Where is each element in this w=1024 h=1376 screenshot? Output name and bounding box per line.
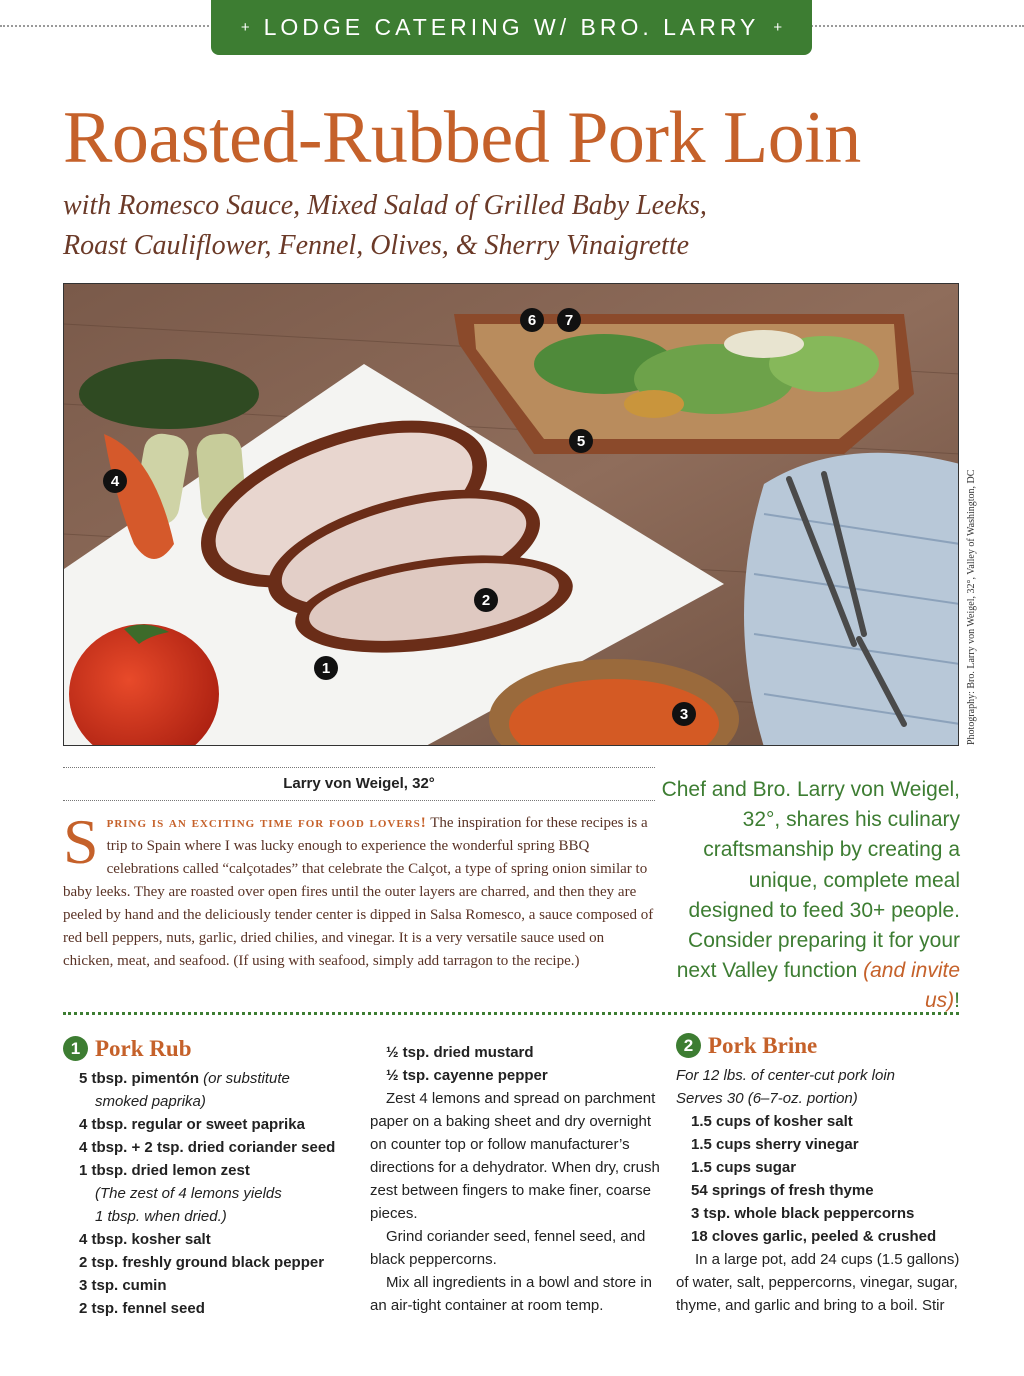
- svg-text:7: 7: [564, 312, 574, 329]
- banner-text: LODGE CATERING W/ BRO. LARRY: [263, 14, 760, 40]
- ingredient-line: 2 tsp. freshly ground black pepper: [79, 1254, 325, 1271]
- ingredient-line: 5 tbsp. pimentón (or substitute: [79, 1070, 290, 1087]
- instruction-paragraph: Mix all ingredients in a bowl and store in an air-tight container at room temp.: [370, 1274, 652, 1314]
- photo-credit: Photography: Bro. Larry von Weigel, 32°, Valley of Washington, DC: [966, 469, 977, 745]
- ingredient-line: 1.5 cups sugar: [691, 1159, 797, 1176]
- pork-brine-title: Pork Brine: [708, 1032, 818, 1058]
- photo-marker-7: [557, 308, 581, 332]
- pork-rub-heading: [63, 1033, 363, 1063]
- green-dotted-divider: [63, 1012, 959, 1015]
- pork-rub-continued: [370, 1041, 660, 1317]
- section-number-badge: 2: [676, 1033, 701, 1058]
- photo-marker-3: [672, 702, 696, 726]
- ingredient-line: 3 tsp. whole black peppercorns: [691, 1205, 915, 1222]
- banner-ornament-right: +: [773, 19, 783, 36]
- ingredient-line: 18 cloves garlic, peeled & crushed: [691, 1228, 937, 1245]
- section-banner: [211, 0, 812, 55]
- photo-marker-5: [569, 429, 593, 453]
- ingredient-line: 4 tbsp. regular or sweet paprika: [79, 1116, 305, 1133]
- byline: Larry von Weigel, 32°: [283, 775, 435, 792]
- pull-quote-end: !: [954, 989, 960, 1013]
- ingredient-line: 4 tbsp. kosher salt: [79, 1231, 211, 1248]
- pork-rub-title: Pork Rub: [95, 1035, 192, 1061]
- svg-text:4: 4: [110, 473, 120, 490]
- pull-quote: [660, 775, 960, 1017]
- intro-story: [63, 806, 655, 973]
- story-body: The inspiration for these recipes is a trip to Spain where I was lucky enough to experience the wonderful spring BBQ celebrations called “calçotades” that celebrate the Calçot, a type of spring onion similar to baby leeks. They are roasted over open fires until the outer layers are charred, and then they are peeled by hand and the deliciously tender center is dipped in Salsa Romesco, a sauce composed of red bell peppers, nuts, garlic, dried chilies, and vinegar. It is a very versatile sauce used on chicken, meat, and seafood. (If using with seafood, simply add tarragon to the recipe.): [63, 815, 654, 969]
- svg-text:2: 2: [481, 592, 491, 609]
- byline-rule-bottom: [63, 800, 655, 801]
- ingredient-line: 1 tbsp. dried lemon zest: [79, 1162, 250, 1179]
- banner-ornament-left: +: [240, 19, 250, 36]
- subtitle-line-1: with Romesco Sauce, Mixed Salad of Grilled Baby Leeks,: [63, 190, 707, 221]
- pork-rub-section: [63, 1033, 363, 1320]
- section-number-badge: 1: [63, 1036, 88, 1061]
- instruction-paragraph: Zest 4 lemons and spread on parchment paper on a baking sheet and dry overnight on counter top or follow manufacturer’s directions for a dehydrator. When dry, crush zest between fingers to make finer, coarse pieces.: [370, 1090, 660, 1222]
- food-photo: [63, 283, 959, 746]
- ingredient-line: ½ tsp. cayenne pepper: [386, 1067, 548, 1084]
- svg-text:5: 5: [576, 433, 586, 450]
- food-photo-illustration: [64, 284, 959, 746]
- story-lead-in: pring is an exciting time for food lovers!: [106, 815, 427, 831]
- ingredient-line: 3 tsp. cumin: [79, 1277, 167, 1294]
- brine-note: Serves 30 (6–7-oz. portion): [676, 1090, 858, 1107]
- instruction-paragraph: In a large pot, add 24 cups (1.5 gallons) of water, salt, peppercorns, vinegar, sugar, thyme, and garlic and bring to a boil. Stir: [676, 1251, 960, 1314]
- ingredient-line: 54 springs of fresh thyme: [691, 1182, 874, 1199]
- svg-text:1: 1: [321, 660, 331, 677]
- pull-quote-highlight: (and invite us): [863, 959, 960, 1013]
- ingredient-note: smoked paprika): [95, 1093, 206, 1110]
- drop-cap: S: [63, 806, 99, 877]
- byline-rule-top: [63, 767, 655, 768]
- ingredient-line: 1.5 cups of kosher salt: [691, 1113, 853, 1130]
- ingredient-note: (The zest of 4 lemons yields: [95, 1185, 282, 1202]
- ingredient-line: 2 tsp. fennel seed: [79, 1300, 205, 1317]
- pull-quote-text: Chef and Bro. Larry von Weigel, 32°, shares his culinary craftsmanship by creating a unique, complete meal designed to feed 30+ people. Consider preparing it for your next Valley function: [661, 778, 960, 983]
- ingredient-line: 4 tbsp. + 2 tsp. dried coriander seed: [79, 1139, 336, 1156]
- ingredient-line: ½ tsp. dried mustard: [386, 1044, 534, 1061]
- instruction-paragraph: Grind coriander seed, fennel seed, and black peppercorns.: [370, 1228, 646, 1268]
- pork-brine-heading: [676, 1030, 961, 1060]
- photo-marker-1: [314, 656, 338, 680]
- subtitle-line-2: Roast Cauliflower, Fennel, Olives, & Sherry Vinaigrette: [63, 230, 690, 261]
- photo-marker-2: [474, 588, 498, 612]
- pork-brine-section: [676, 1030, 961, 1317]
- recipe-title: Roasted-Rubbed Pork Loin: [63, 97, 861, 179]
- photo-marker-4: [103, 469, 127, 493]
- svg-text:3: 3: [679, 706, 689, 723]
- ingredient-line: 1.5 cups sherry vinegar: [691, 1136, 859, 1153]
- ingredient-note: 1 tbsp. when dried.): [95, 1208, 227, 1225]
- photo-marker-6: [520, 308, 544, 332]
- brine-note: For 12 lbs. of center-cut pork loin: [676, 1067, 895, 1084]
- svg-text:6: 6: [527, 312, 537, 329]
